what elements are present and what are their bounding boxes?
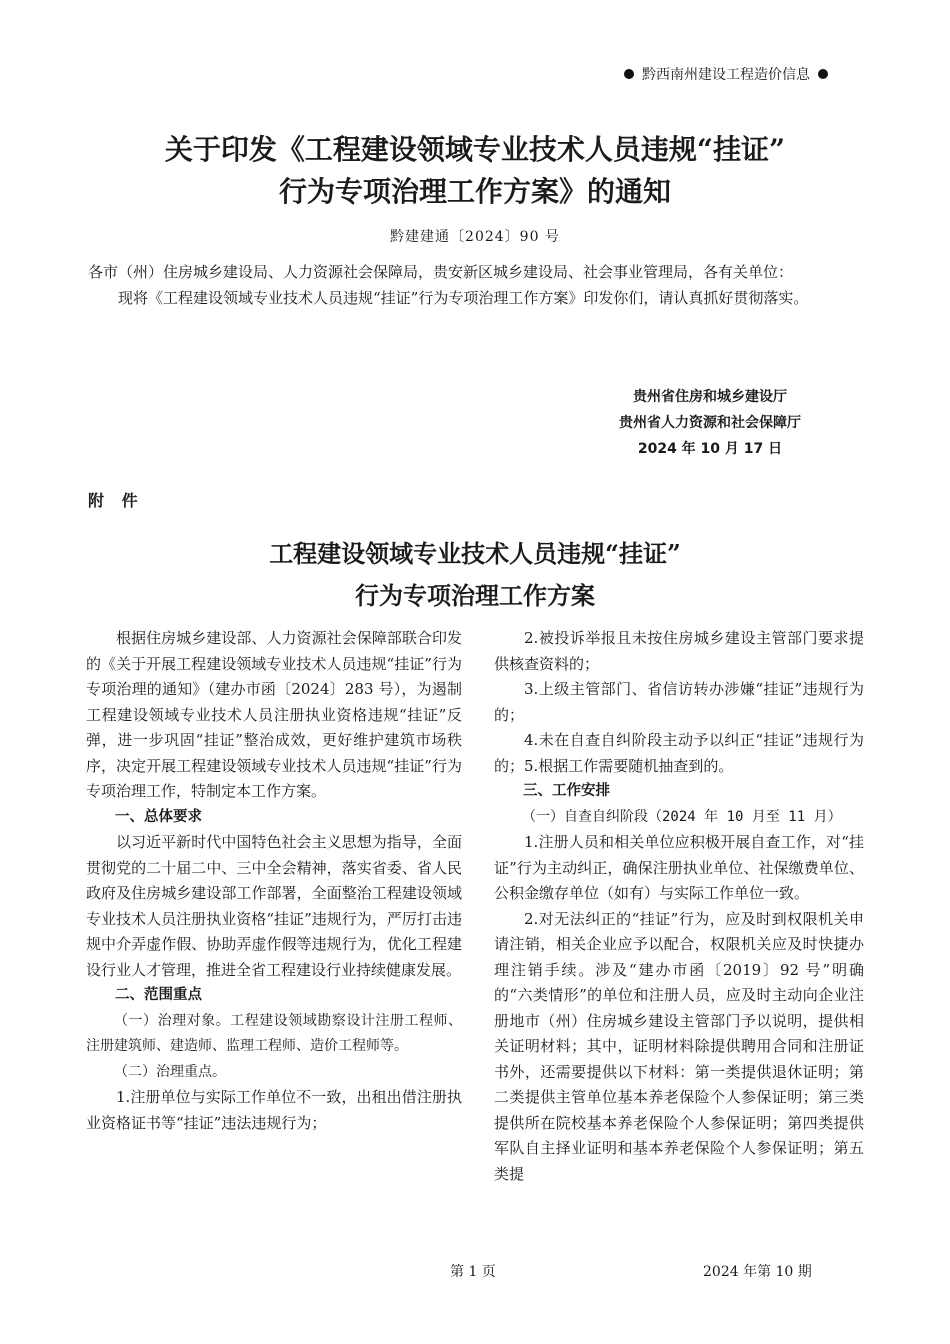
paragraph: 根据住房城乡建设部、人力资源社会保障部联合印发的《关于开展工程建设领域专业技术人员违规“挂证”行为专项治理的通知》（建办市函〔2024〕283 号），为遏制工程建设领域专业技术人员注册执业资格违规“挂证”反弹，进一步巩固“挂证”整治成效，更好维护建筑市场秩序，决定开展工程建设领域专业技术人员违规“挂证”行为专项治理工作，特制定本工作方案。 [86, 629, 462, 800]
attachment-title-line-1: 工程建设领域专业技术人员违规“挂证” [269, 539, 681, 568]
paragraph: 2.被投诉举报且未按住房城乡建设主管部门要求提供核查资料的； [494, 629, 864, 673]
signatory-2: 贵州省人力资源和社会保障厅 [619, 415, 801, 431]
paragraph: 1.注册人员和相关单位应积极开展自查工作，对“挂证”行为主动纠正，确保注册执业单位、社保缴费单位、公积金缴存单位（如有）与实际工作单位一致。 [494, 833, 864, 902]
section-heading: 二、范围重点 [115, 987, 202, 1003]
paragraph: 3.上级主管部门、省信访转办涉嫌“挂证”违规行为的； [494, 680, 864, 724]
notice-title-line-1: 关于印发《工程建设领域专业技术人员违规“挂证” [164, 133, 786, 166]
bullet-dot-icon [624, 69, 634, 79]
attachment-label: 附 件 [88, 491, 144, 510]
notice-body: 现将《工程建设领域专业技术人员违规“挂证”行为专项治理工作方案》印发你们，请认真抓好贯彻落实。 [118, 289, 809, 307]
salutation: 各市（州）住房城乡建设局、人力资源社会保障局，贵安新区城乡建设局、社会事业管理局，各有关单位： [88, 263, 794, 281]
paragraph: （一）自查自纠阶段（2024 年 10 月至 11 月） [522, 808, 842, 825]
left-column [86, 626, 462, 1136]
section-heading: 一、总体要求 [115, 808, 202, 825]
notice-title-line-2: 行为专项治理工作方案》的通知 [278, 175, 671, 208]
signatory-1: 贵州省住房和城乡建设厅 [633, 389, 787, 405]
notice-date: 2024 年 10 月 17 日 [637, 441, 783, 457]
paragraph: 2.对无法纠正的“挂证”行为，应及时到权限机关申请注销，相关企业应予以配合，权限机关应及时快捷办理注销手续。涉及“建办市函〔2019〕92 号”明确的“六类情形”的单位和注册人员，应及时主动向企业注册地市（州）住房城乡建设主管部门予以说明，提供相关证明材料；其中，证明材料除提供聘用合同和注册证书外，还需要提供以下材料：第一类提供退休证明；第二类提供主管单位基本养老保险个人参保证明；第三类提供所在院校基本养老保险个人参保证明；第四类提供军队自主择业证明和基本养老保险个人参保证明；第五类提 [494, 909, 864, 1183]
attachment-title-line-2: 行为专项治理工作方案 [355, 581, 595, 610]
paragraph: 1.注册单位与实际工作单位不一致，出租出借注册执业资格证书等“挂证”违法违规行为； [86, 1088, 462, 1132]
paragraph: （一）治理对象。工程建设领域勘察设计注册工程师、注册建筑师、建造师、监理工程师、造价工程师等。 [86, 1012, 462, 1054]
section-heading: 三、工作安排 [523, 783, 610, 799]
publication-name: 黔西南州建设工程造价信息 [642, 67, 810, 83]
page-number: 第 1 页 [450, 1264, 496, 1280]
page-header [624, 64, 828, 84]
paragraph: 以习近平新时代中国特色社会主义思想为指导，全面贯彻党的二十届二中、三中全会精神，落实省委、省人民政府及住房城乡建设部工作部署，全面整治工程建设领域专业技术人员注册执业资格“挂证”违规行为，严厉打击违规中介弄虚作假、协助弄虚作假等违规行为，优化工程建设行业人才管理，推进全省工程建设行业持续健康发展。 [86, 833, 462, 979]
document-number: 黔建建通〔2024〕90 号 [390, 229, 560, 245]
paragraph: （二）治理重点。 [114, 1063, 226, 1080]
right-column [494, 626, 864, 1187]
bullet-dot-icon [818, 69, 828, 79]
paragraph: 4.未在自查自纠阶段主动予以纠正“挂证”违规行为的；5.根据工作需要随机抽查到的。 [494, 731, 864, 775]
issue-number: 2024 年第 10 期 [703, 1264, 812, 1280]
